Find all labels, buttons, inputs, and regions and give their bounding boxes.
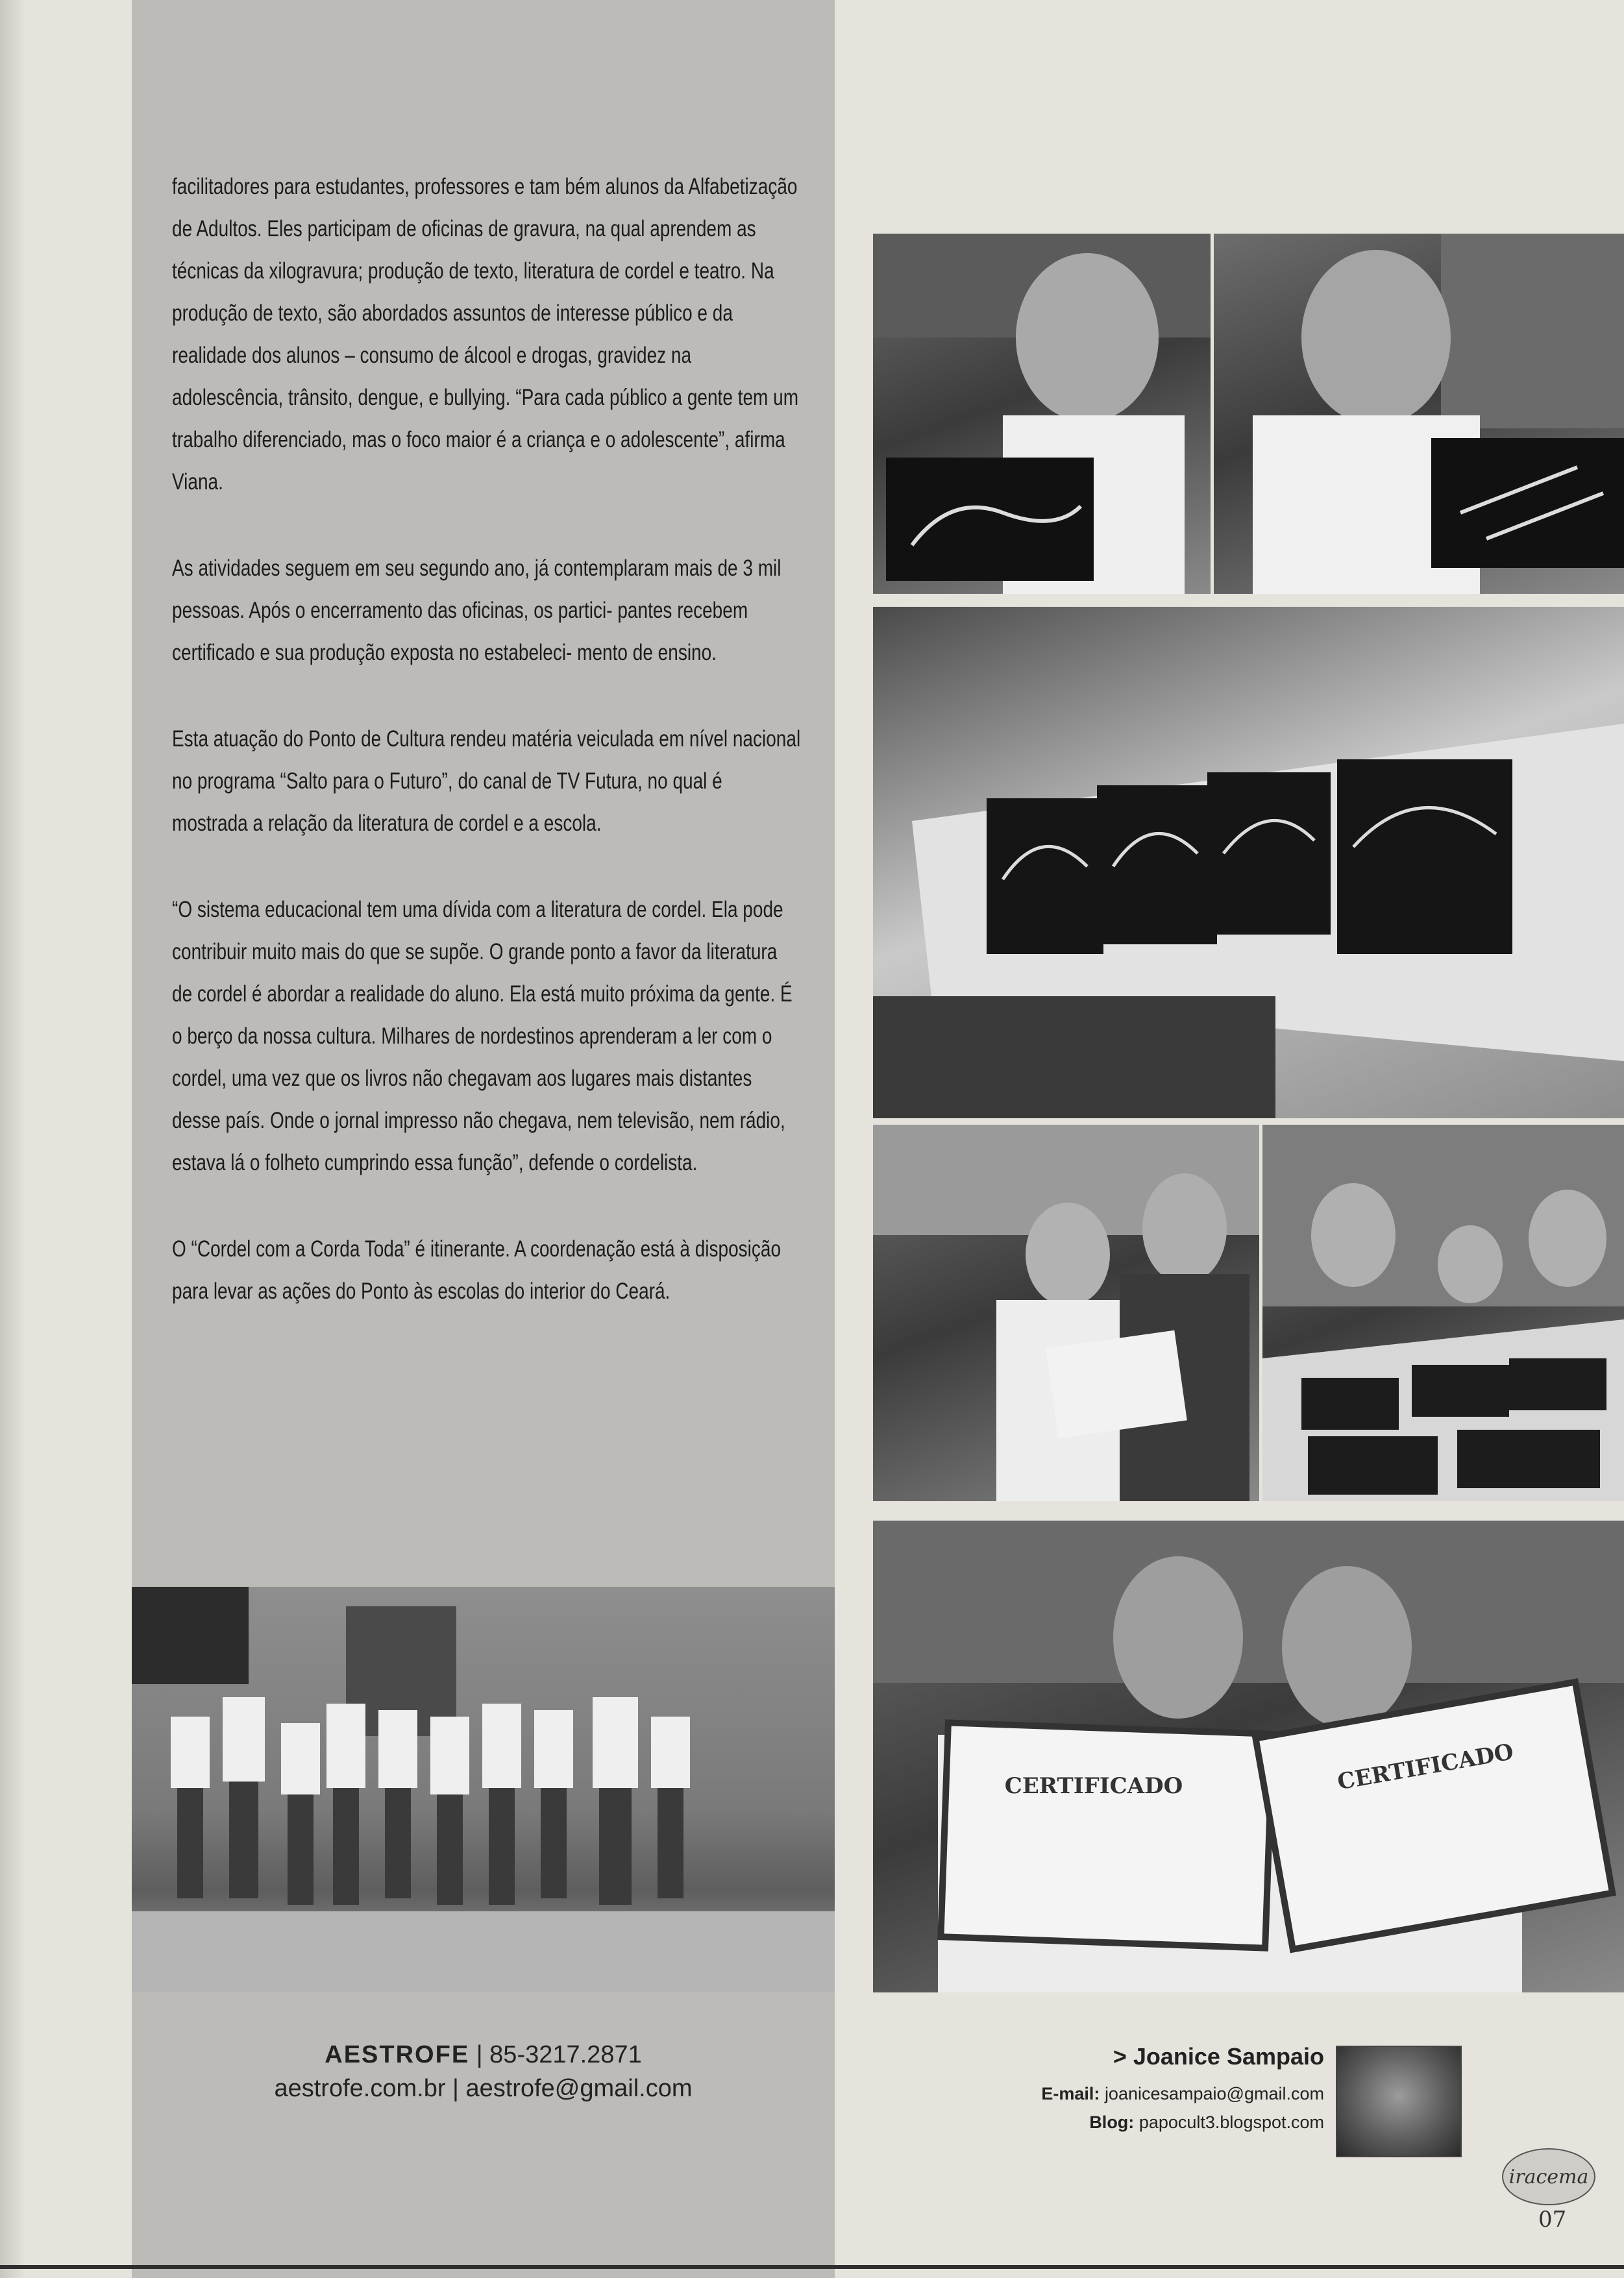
author-blog: papocult3.blogspot.com [1138, 2113, 1324, 2132]
page-spine-shadow [0, 0, 26, 2278]
svg-text:CERTIFICADO: CERTIFICADO [1335, 1739, 1516, 1796]
photo-two-boys-with-certificates [873, 1521, 1624, 1992]
organization-name: AESTROFE [325, 2041, 470, 2068]
photo-boy-with-woodcut [1214, 234, 1624, 594]
page-number: 07 [1538, 2207, 1567, 2233]
svg-text:CERTIFICADO: CERTIFICADO [1004, 1773, 1183, 1799]
article-paragraph: facilitadores para estudantes, professores e tam bém alunos da Alfabetização de Adultos. Eles participam de oficinas de gravura, na qual aprendem as técnicas da xilogravura; produção de texto, literatura de cordel e teatro. Na produção de texto, são abordados assuntos de interesse público e da realidade dos alunos – consumo de álcool e drogas, gravidez na adolescência, trânsito, dengue, e bullying. “Para cada público a gente tem um trabalho diferenciado, mas o foco maior é a criança e o adolescente”, afirma Viana. [172, 174, 799, 495]
author-byline [1000, 2043, 1324, 2137]
article-body [172, 165, 802, 1356]
blog-label: Blog: [1089, 2113, 1135, 2132]
group-photo-students-with-certificates [132, 1587, 835, 1992]
author-blog-line [1000, 2108, 1324, 2137]
email-label: E-mail: [1041, 2084, 1100, 2103]
author-name: > Joanice Sampaio [1113, 2043, 1324, 2070]
organization-web-email: aestrofe.com.br | aestrofe@gmail.com [274, 2075, 693, 2102]
photo-students-at-exhibition-table [1262, 1125, 1624, 1501]
article-paragraph: O “Cordel com a Corda Toda” é itinerante. A coordenação está à disposição para levar as ações do Ponto às escolas do interior do Ceará. [172, 1236, 781, 1304]
photo-woodcut-prints-on-table [873, 607, 1624, 1118]
separator: | [476, 2041, 490, 2068]
publication-logo [1502, 2148, 1595, 2205]
article-paragraph: As atividades seguem em seu segundo ano, já contemplaram mais de 3 mil pessoas. Após o encerramento das oficinas, os partici- pantes recebem certificado e sua produção exposta no estabeleci- mento de ensino. [172, 556, 781, 665]
author-portrait [1336, 2046, 1462, 2157]
photo-girl-and-teacher-with-certificate [873, 1125, 1259, 1501]
organization-phone: 85-3217.2871 [489, 2041, 642, 2068]
article-paragraph: Esta atuação do Ponto de Cultura rendeu matéria veiculada em nível nacional no programa “Salto para o Futuro”, do canal de TV Futura, no qual é mostrada a relação da literatura de cordel e a escola. [172, 726, 801, 836]
article-paragraph: “O sistema educacional tem uma dívida com a literatura de cordel. Ela pode contribuir muito mais do que se supõe. O grande ponto a favor da literatura de cordel é abordar a realidade do aluno. Ela está muito próxima da gente. É o berço da nossa cultura. Milhares de nordestinos aprenderam a ler com o cordel, uma vez que os livros não chegavam aos lugares mais distantes desse país. Onde o jornal impresso não chegava, nem televisão, nem rádio, estava lá o folheto cumprindo essa função”, defende o cordelista. [172, 897, 793, 1175]
author-email: joanicesampaio@gmail.com [1104, 2084, 1324, 2103]
bottom-border [0, 2265, 1624, 2269]
photo-girl-with-woodcut [873, 234, 1211, 594]
organization-contact [132, 2038, 835, 2105]
author-email-line [1000, 2079, 1324, 2108]
logo-text: iracema [1508, 2165, 1589, 2188]
